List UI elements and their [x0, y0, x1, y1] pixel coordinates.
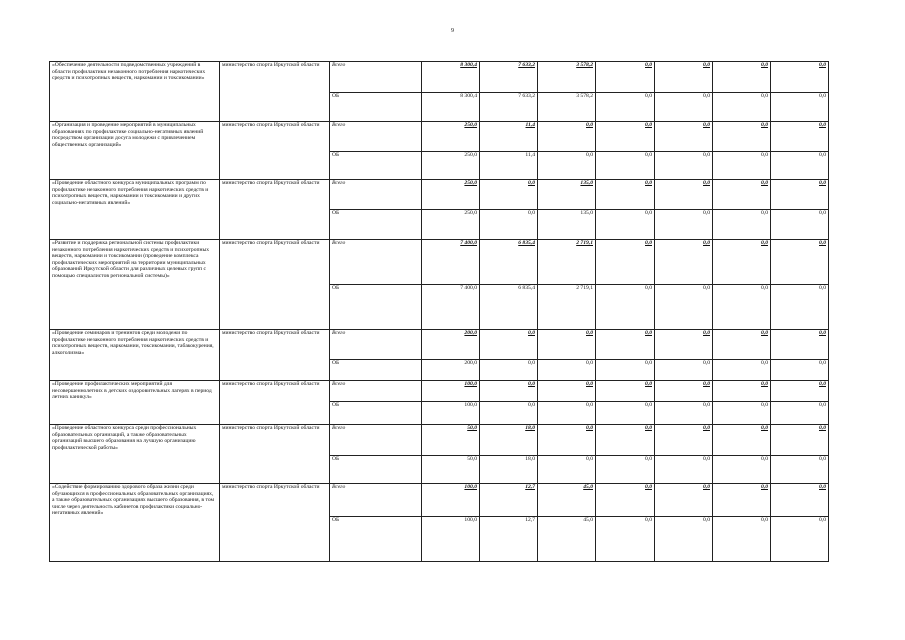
- ob-value-cell: 0,0: [538, 456, 596, 484]
- total-value-cell: 0,0: [771, 122, 829, 152]
- measure-name: «Проведение областного конкурса среди профессиональных образовательных организаций, а также образовательных организаций высшего образования на лучшую организацию профилактической работы»: [50, 425, 220, 484]
- total-value-cell: 0,0: [713, 330, 771, 360]
- ob-value-cell: 18,0: [480, 456, 538, 484]
- funding-source-total: Всего: [330, 425, 422, 456]
- total-value-cell: 0,0: [771, 180, 829, 210]
- total-value-cell: 0,0: [713, 425, 771, 456]
- total-value-cell: 50,0: [422, 425, 480, 456]
- total-value-cell: 0,0: [655, 62, 713, 93]
- measure-name: «Проведение профилактических мероприятий для несовершеннолетних в детских оздоровительных лагерях в период летних каникул»: [50, 381, 220, 425]
- total-value-cell: 0,0: [596, 425, 655, 456]
- ob-value-cell: 100,0: [422, 402, 480, 425]
- total-value-cell: 0,0: [596, 381, 655, 402]
- ob-value-cell: 0,0: [655, 152, 713, 180]
- total-value-cell: 0,0: [771, 62, 829, 93]
- total-value-cell: 250,0: [422, 180, 480, 210]
- measure-name: «Обеспечение деятельности подведомственных учреждений в области профилактики незаконного потребления наркотических средств и психотропных веществ, наркомании и токсикомании»: [50, 62, 220, 122]
- ob-value-cell: 50,0: [422, 456, 480, 484]
- total-value-cell: 0,0: [655, 240, 713, 285]
- ob-value-cell: 7 400,0: [422, 285, 480, 330]
- total-value-cell: 135,0: [538, 180, 596, 210]
- total-value-cell: 7 400,0: [422, 240, 480, 285]
- total-value-cell: 0,0: [538, 330, 596, 360]
- funding-source-ob: ОБ: [330, 210, 422, 240]
- table-row-total: [50, 484, 829, 517]
- ob-value-cell: 0,0: [655, 210, 713, 240]
- ob-value-cell: 135,0: [538, 210, 596, 240]
- total-value-cell: 200,0: [422, 330, 480, 360]
- ob-value-cell: 0,0: [655, 360, 713, 381]
- responsible-executor: министерство спорта Иркутской области: [220, 240, 330, 330]
- total-value-cell: 0,0: [655, 180, 713, 210]
- total-value-cell: 0,0: [655, 122, 713, 152]
- table-row-total: [50, 180, 829, 210]
- ob-value-cell: 0,0: [771, 402, 829, 425]
- total-value-cell: 0,0: [713, 240, 771, 285]
- total-value-cell: 0,0: [771, 381, 829, 402]
- total-value-cell: 0,0: [596, 330, 655, 360]
- total-value-cell: 0,0: [655, 425, 713, 456]
- total-value-cell: 6 835,4: [480, 240, 538, 285]
- ob-value-cell: 0,0: [596, 402, 655, 425]
- ob-value-cell: 0,0: [713, 517, 771, 562]
- ob-value-cell: 3 578,2: [538, 93, 596, 122]
- total-value-cell: 0,0: [713, 180, 771, 210]
- funding-source-total: Всего: [330, 484, 422, 517]
- total-value-cell: 0,0: [771, 330, 829, 360]
- ob-value-cell: 2 719,1: [538, 285, 596, 330]
- ob-value-cell: 0,0: [538, 402, 596, 425]
- ob-value-cell: 0,0: [655, 285, 713, 330]
- ob-value-cell: 0,0: [596, 93, 655, 122]
- ob-value-cell: 0,0: [655, 402, 713, 425]
- measure-name: «Содействие формированию здорового образа жизни среди обучающихся в профессиональных образовательных организациях, а также образовательных организациях высшего образования, в том числе через деятельность кабинетов профилактики социально-негативных явлений»: [50, 484, 220, 562]
- ob-value-cell: 250,0: [422, 210, 480, 240]
- total-value-cell: 0,0: [480, 180, 538, 210]
- total-value-cell: 0,0: [480, 330, 538, 360]
- measure-name: «Организация и проведение мероприятий в муниципальных образованиях по профилактике социально-негативных явлений посредством организации досуга молодежи с привлечением общественных организаций»: [50, 122, 220, 180]
- total-value-cell: 0,0: [596, 62, 655, 93]
- total-value-cell: 11,4: [480, 122, 538, 152]
- ob-value-cell: 200,0: [422, 360, 480, 381]
- total-value-cell: 8 300,4: [422, 62, 480, 93]
- total-value-cell: 0,0: [655, 330, 713, 360]
- ob-value-cell: 0,0: [596, 210, 655, 240]
- responsible-executor: министерство спорта Иркутской области: [220, 330, 330, 381]
- total-value-cell: 12,7: [480, 484, 538, 517]
- ob-value-cell: 0,0: [771, 285, 829, 330]
- measure-name: «Проведение семинаров и тренингов среди молодежи по профилактике незаконного потребления наркотических средств и психотропных веществ, наркомании, токсикомании, табакокурения, алкоголизма»: [50, 330, 220, 381]
- funding-source-total: Всего: [330, 122, 422, 152]
- ob-value-cell: 0,0: [596, 360, 655, 381]
- ob-value-cell: 0,0: [596, 152, 655, 180]
- funding-source-ob: ОБ: [330, 360, 422, 381]
- ob-value-cell: 0,0: [480, 210, 538, 240]
- total-value-cell: 0,0: [538, 425, 596, 456]
- funding-source-ob: ОБ: [330, 285, 422, 330]
- funding-source-ob: ОБ: [330, 517, 422, 562]
- funding-source-ob: ОБ: [330, 456, 422, 484]
- ob-value-cell: 0,0: [596, 456, 655, 484]
- table-row-total: [50, 122, 829, 152]
- ob-value-cell: 0,0: [713, 152, 771, 180]
- ob-value-cell: 0,0: [771, 360, 829, 381]
- funding-source-total: Всего: [330, 381, 422, 402]
- total-value-cell: 0,0: [655, 484, 713, 517]
- funding-source-total: Всего: [330, 330, 422, 360]
- ob-value-cell: 0,0: [771, 152, 829, 180]
- ob-value-cell: 12,7: [480, 517, 538, 562]
- responsible-executor: министерство спорта Иркутской области: [220, 381, 330, 425]
- responsible-executor: министерство спорта Иркутской области: [220, 122, 330, 180]
- funding-source-total: Всего: [330, 62, 422, 93]
- total-value-cell: 0,0: [713, 62, 771, 93]
- responsible-executor: министерство спорта Иркутской области: [220, 180, 330, 240]
- total-value-cell: 0,0: [596, 122, 655, 152]
- ob-value-cell: 0,0: [771, 456, 829, 484]
- ob-value-cell: 0,0: [771, 93, 829, 122]
- page-number: 9: [451, 28, 454, 34]
- total-value-cell: 2 719,1: [538, 240, 596, 285]
- total-value-cell: 250,0: [422, 122, 480, 152]
- ob-value-cell: 45,0: [538, 517, 596, 562]
- total-value-cell: 100,0: [422, 484, 480, 517]
- total-value-cell: 45,0: [538, 484, 596, 517]
- total-value-cell: 7 633,2: [480, 62, 538, 93]
- ob-value-cell: 0,0: [538, 152, 596, 180]
- ob-value-cell: 250,0: [422, 152, 480, 180]
- ob-value-cell: 0,0: [480, 360, 538, 381]
- funding-source-total: Всего: [330, 240, 422, 285]
- ob-value-cell: 8 300,4: [422, 93, 480, 122]
- ob-value-cell: 11,4: [480, 152, 538, 180]
- funding-source-ob: ОБ: [330, 402, 422, 425]
- funding-source-total: Всего: [330, 180, 422, 210]
- total-value-cell: 0,0: [655, 381, 713, 402]
- ob-value-cell: 0,0: [655, 456, 713, 484]
- total-value-cell: 0,0: [480, 381, 538, 402]
- total-value-cell: 0,0: [771, 425, 829, 456]
- total-value-cell: 0,0: [596, 180, 655, 210]
- total-value-cell: 0,0: [771, 484, 829, 517]
- responsible-executor: министерство спорта Иркутской области: [220, 425, 330, 484]
- measure-name: «Проведение областного конкурса муниципальных программ по профилактике незаконного потребления наркотических средств и психотропных веществ, наркомании и токсикомании и других социально-негативных явлений»: [50, 180, 220, 240]
- table-row-total: [50, 62, 829, 93]
- table-row-total: [50, 330, 829, 360]
- total-value-cell: 18,0: [480, 425, 538, 456]
- total-value-cell: 0,0: [538, 122, 596, 152]
- ob-value-cell: 0,0: [596, 517, 655, 562]
- ob-value-cell: 0,0: [480, 402, 538, 425]
- ob-value-cell: 0,0: [713, 360, 771, 381]
- ob-value-cell: 0,0: [713, 402, 771, 425]
- responsible-executor: министерство спорта Иркутской области: [220, 62, 330, 122]
- funding-source-ob: ОБ: [330, 152, 422, 180]
- total-value-cell: 0,0: [771, 240, 829, 285]
- table-row-total: [50, 240, 829, 285]
- funding-source-ob: ОБ: [330, 93, 422, 122]
- ob-value-cell: 0,0: [538, 360, 596, 381]
- table-row-total: [50, 381, 829, 402]
- responsible-executor: министерство спорта Иркутской области: [220, 484, 330, 562]
- measure-name: «Развитие и поддержка региональной системы профилактики незаконного потребления наркотических средств и психотропных веществ, наркомании и токсикомании (проведение комплекса профилактических мероприятий на территории муниципальных образований Иркутской области для различных целевых групп с помощью специалистов региональной системы)»: [50, 240, 220, 330]
- total-value-cell: 100,0: [422, 381, 480, 402]
- total-value-cell: 0,0: [713, 381, 771, 402]
- ob-value-cell: 0,0: [596, 285, 655, 330]
- table-row-total: [50, 425, 829, 456]
- total-value-cell: 0,0: [596, 240, 655, 285]
- total-value-cell: 0,0: [596, 484, 655, 517]
- ob-value-cell: 7 633,2: [480, 93, 538, 122]
- total-value-cell: 0,0: [713, 122, 771, 152]
- ob-value-cell: 0,0: [713, 210, 771, 240]
- ob-value-cell: 0,0: [771, 517, 829, 562]
- total-value-cell: 0,0: [538, 381, 596, 402]
- ob-value-cell: 0,0: [655, 93, 713, 122]
- ob-value-cell: 0,0: [713, 285, 771, 330]
- ob-value-cell: 0,0: [771, 210, 829, 240]
- ob-value-cell: 6 835,4: [480, 285, 538, 330]
- total-value-cell: 3 578,2: [538, 62, 596, 93]
- ob-value-cell: 100,0: [422, 517, 480, 562]
- ob-value-cell: 0,0: [655, 517, 713, 562]
- ob-value-cell: 0,0: [713, 456, 771, 484]
- budget-table: [49, 61, 829, 562]
- ob-value-cell: 0,0: [713, 93, 771, 122]
- total-value-cell: 0,0: [713, 484, 771, 517]
